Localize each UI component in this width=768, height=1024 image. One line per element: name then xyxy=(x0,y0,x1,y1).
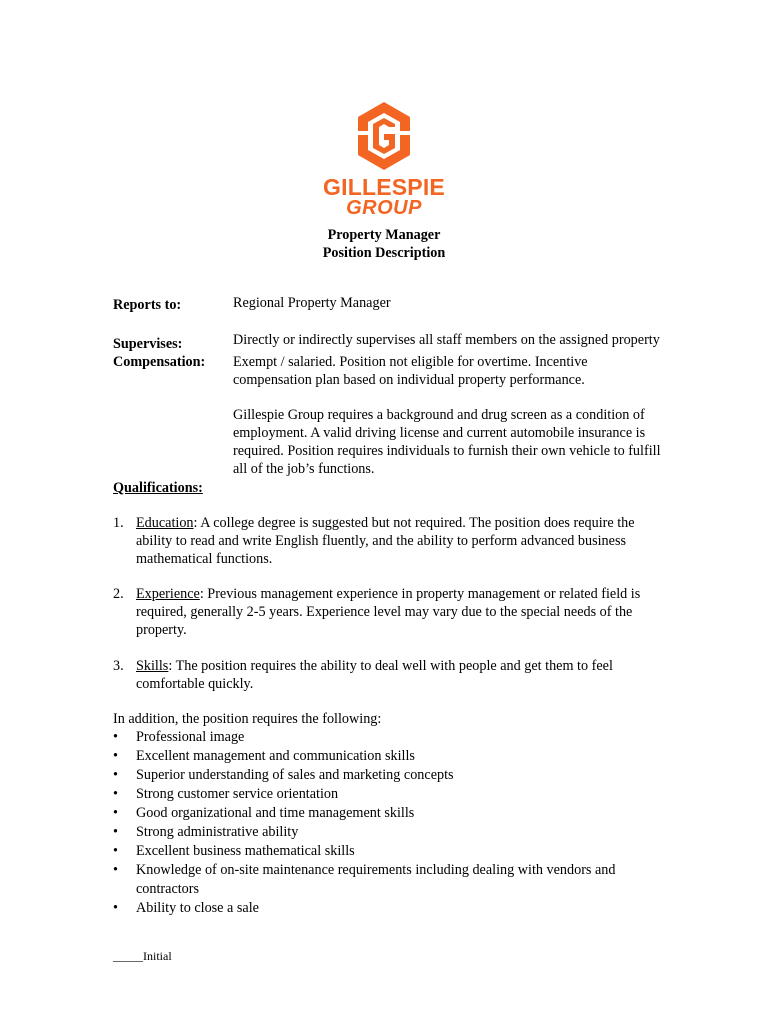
item-number: 1. xyxy=(113,515,124,531)
list-item-text: Excellent management and communication skills xyxy=(136,748,415,764)
bullet-icon: • xyxy=(113,805,118,821)
list-item xyxy=(113,899,673,918)
list-item-text: Strong customer service orientation xyxy=(136,786,339,802)
bullet-icon: • xyxy=(113,748,118,764)
hexagon-g-logo-icon xyxy=(355,100,413,172)
requirements-list xyxy=(113,728,673,918)
list-item-text: Professional image xyxy=(136,729,245,745)
item-text: : The position requires the ability to deal well with people and get them to feel comfortable quickly. xyxy=(136,658,613,692)
qualification-item xyxy=(113,514,653,568)
item-text: : Previous management experience in property management or related field is required, generally 2-5 years. Experience level may vary due to the special needs of the property. xyxy=(136,586,641,638)
list-item-text: Knowledge of on-site maintenance requirements including dealing with vendors and contractors xyxy=(136,862,616,897)
compensation-value: Exempt / salaried. Position not eligible for overtime. Incentive compensation plan based on individual property performance. xyxy=(233,354,588,388)
supervises-value: Directly or indirectly supervises all staff members on the assigned property xyxy=(233,332,660,348)
list-item-text: Strong administrative ability xyxy=(136,824,299,840)
list-item xyxy=(113,766,673,785)
compensation-note: Gillespie Group requires a background and drug screen as a condition of employment. A valid driving license and current automobile insurance is required. Position requires individuals to furnish their own vehicle to fulfill all of the job’s functions. xyxy=(233,407,661,477)
list-item-text: Excellent business mathematical skills xyxy=(136,843,355,859)
company-logo xyxy=(320,100,448,218)
list-item-text: Good organizational and time management skills xyxy=(136,805,415,821)
logo-wordmark-line1: GILLESPIE xyxy=(323,174,445,200)
bullet-icon: • xyxy=(113,824,118,840)
supervises-label: Supervises: xyxy=(113,336,183,352)
compensation-label: Compensation: xyxy=(113,354,206,370)
list-item xyxy=(113,785,673,804)
item-term: Experience xyxy=(136,586,200,602)
list-item xyxy=(113,861,673,899)
bullet-icon: • xyxy=(113,862,118,878)
bullet-icon: • xyxy=(113,843,118,859)
list-item-text: Superior understanding of sales and marketing concepts xyxy=(136,767,454,783)
item-term: Skills xyxy=(136,658,169,674)
title-line-1: Property Manager xyxy=(327,227,441,243)
list-item xyxy=(113,747,673,766)
item-number: 2. xyxy=(113,586,124,602)
list-item-text: Ability to close a sale xyxy=(136,900,259,916)
qualifications-heading: Qualifications: xyxy=(113,480,203,496)
bullet-icon: • xyxy=(113,729,118,745)
item-number: 3. xyxy=(113,658,124,674)
item-text: : A college degree is suggested but not required. The position does require the ability to read and write English fluently, and the ability to perform advanced business mathematical functions. xyxy=(136,515,635,567)
reports-to-label: Reports to: xyxy=(113,297,182,313)
bullet-icon: • xyxy=(113,786,118,802)
list-item xyxy=(113,728,673,747)
qualification-item xyxy=(113,585,643,639)
requirements-intro: In addition, the position requires the following: xyxy=(113,711,382,727)
qualification-item xyxy=(113,657,663,693)
reports-to-value: Regional Property Manager xyxy=(233,295,391,311)
list-item xyxy=(113,842,673,861)
logo-wordmark-line2: GROUP xyxy=(346,197,422,219)
bullet-icon: • xyxy=(113,767,118,783)
title-line-2: Position Description xyxy=(322,245,446,261)
bullet-icon: • xyxy=(113,900,118,916)
page-title xyxy=(0,226,768,262)
list-item xyxy=(113,823,673,842)
initial-line: _____Initial xyxy=(113,949,172,963)
list-item xyxy=(113,804,673,823)
item-term: Education xyxy=(136,515,194,531)
